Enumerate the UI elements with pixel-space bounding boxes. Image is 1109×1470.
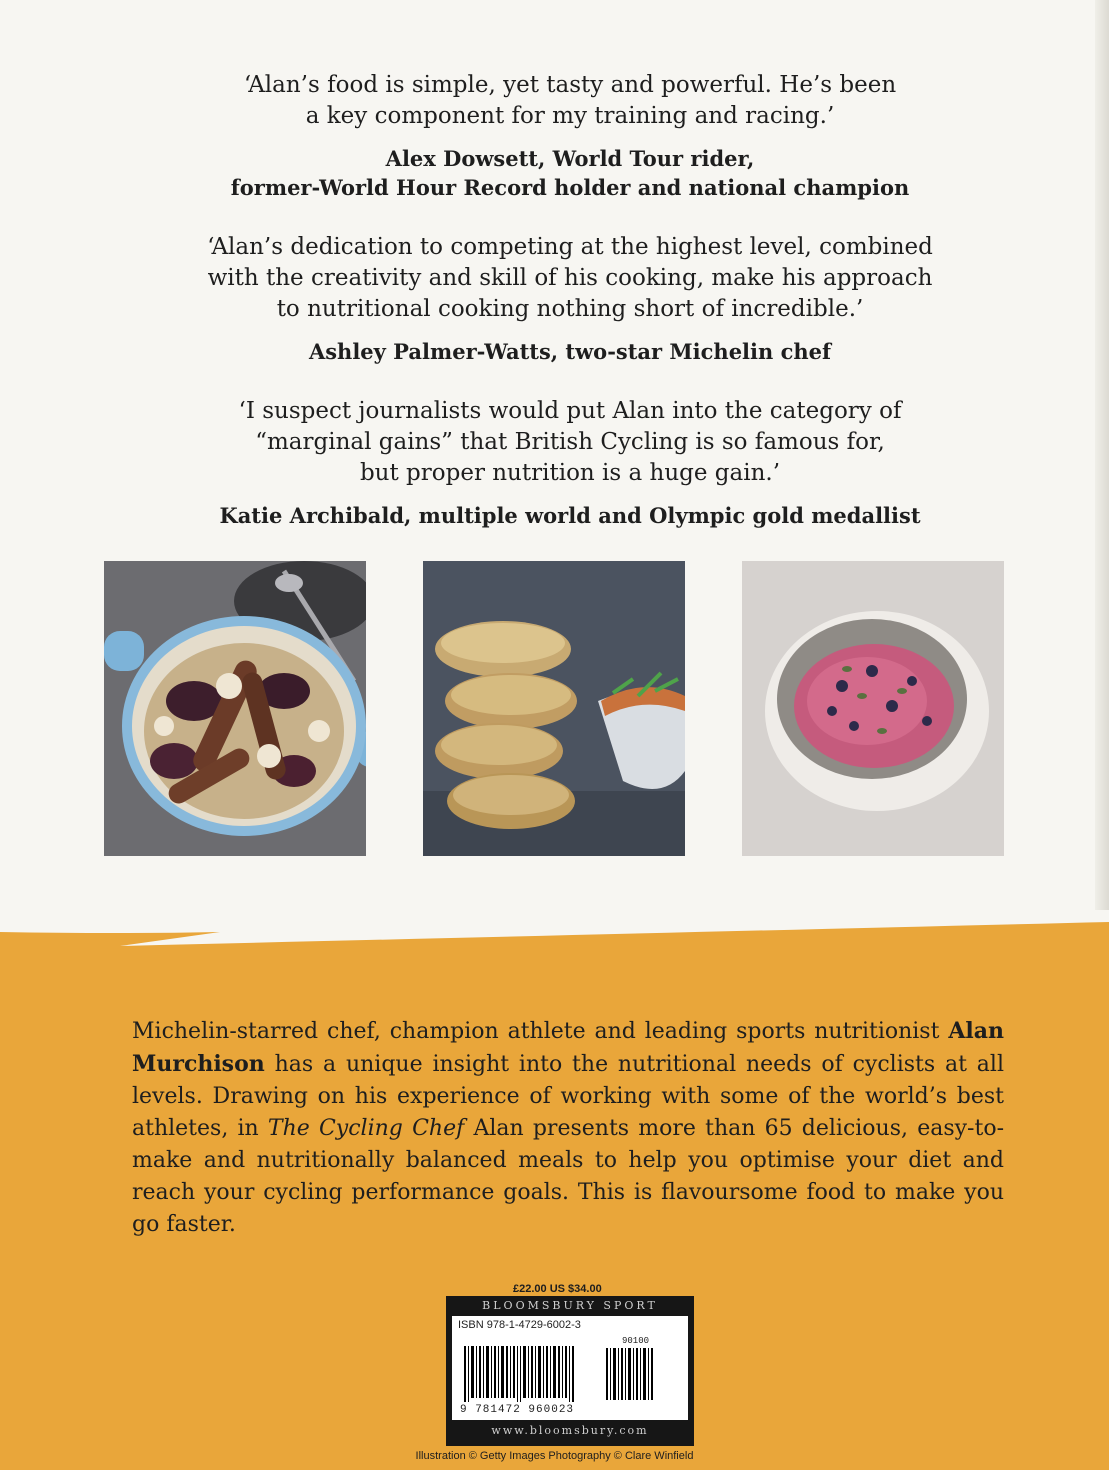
barcode-icon: [452, 1316, 688, 1406]
photo-roast-dish: [104, 561, 366, 856]
quote-text: ‘Alan’s dedication to competing at the highest level, combined with the creativity and skill of his cooking, make his approach to nutritional cooking nothing short of incredible.’: [207, 234, 933, 322]
barcode-digits: 9 781472 960023: [460, 1404, 575, 1416]
isbn-area: [452, 1316, 688, 1420]
quote-block: [120, 70, 1020, 202]
quotes-section: [120, 70, 1020, 560]
blurb-part: Alan presents more than 65 delicious, easy-to-make and nutritionally balanced meals to help you optimise your diet and reach your cycling performance goals. This is flavoursome food to make you go faster.: [132, 1116, 1005, 1237]
quote-block: [120, 232, 1020, 366]
isbn-label: ISBN 978-1-4729-6002-3: [458, 1319, 581, 1331]
photo-porridge-bowl: [742, 561, 1004, 856]
price-label: £22.00 US $34.00: [513, 1283, 602, 1295]
author-name: Alan Murchison: [132, 1018, 1004, 1077]
quote-attribution: Ashley Palmer-Watts, two-star Michelin chef: [308, 339, 832, 364]
website: www.bloomsbury.com: [491, 1424, 649, 1437]
addon-digits: 90100: [622, 1336, 650, 1346]
book-title: The Cycling Chef: [267, 1116, 465, 1141]
photo-credits: Illustration © Getty Images Photography © Clare Winfield: [415, 1450, 694, 1462]
quote-block: [120, 396, 1020, 530]
quote-attribution: Alex Dowsett, World Tour rider, former-World Hour Record holder and national champion: [230, 146, 910, 200]
blurb-text: [132, 1015, 1004, 1241]
blurb-part: has a unique insight into the nutritional needs of cyclists at all levels. Drawing on his experience of working with some of the world’s best athletes, in: [132, 1052, 1004, 1141]
barcode-box: [446, 1296, 694, 1446]
photo-patties: [423, 561, 685, 856]
quote-text: ‘I suspect journalists would put Alan into the category of “marginal gains” that British Cycling is so famous for, but proper nutrition is a huge gain.’: [238, 398, 902, 486]
quote-attribution: Katie Archibald, multiple world and Olympic gold medallist: [219, 503, 921, 528]
quote-text: ‘Alan’s food is simple, yet tasty and powerful. He’s been a key component for my training and racing.’: [243, 72, 897, 129]
publisher-name: BLOOMSBURY SPORT: [482, 1299, 658, 1312]
blurb-part: Michelin-starred chef, champion athlete and leading sports nutritionist: [132, 1019, 949, 1044]
